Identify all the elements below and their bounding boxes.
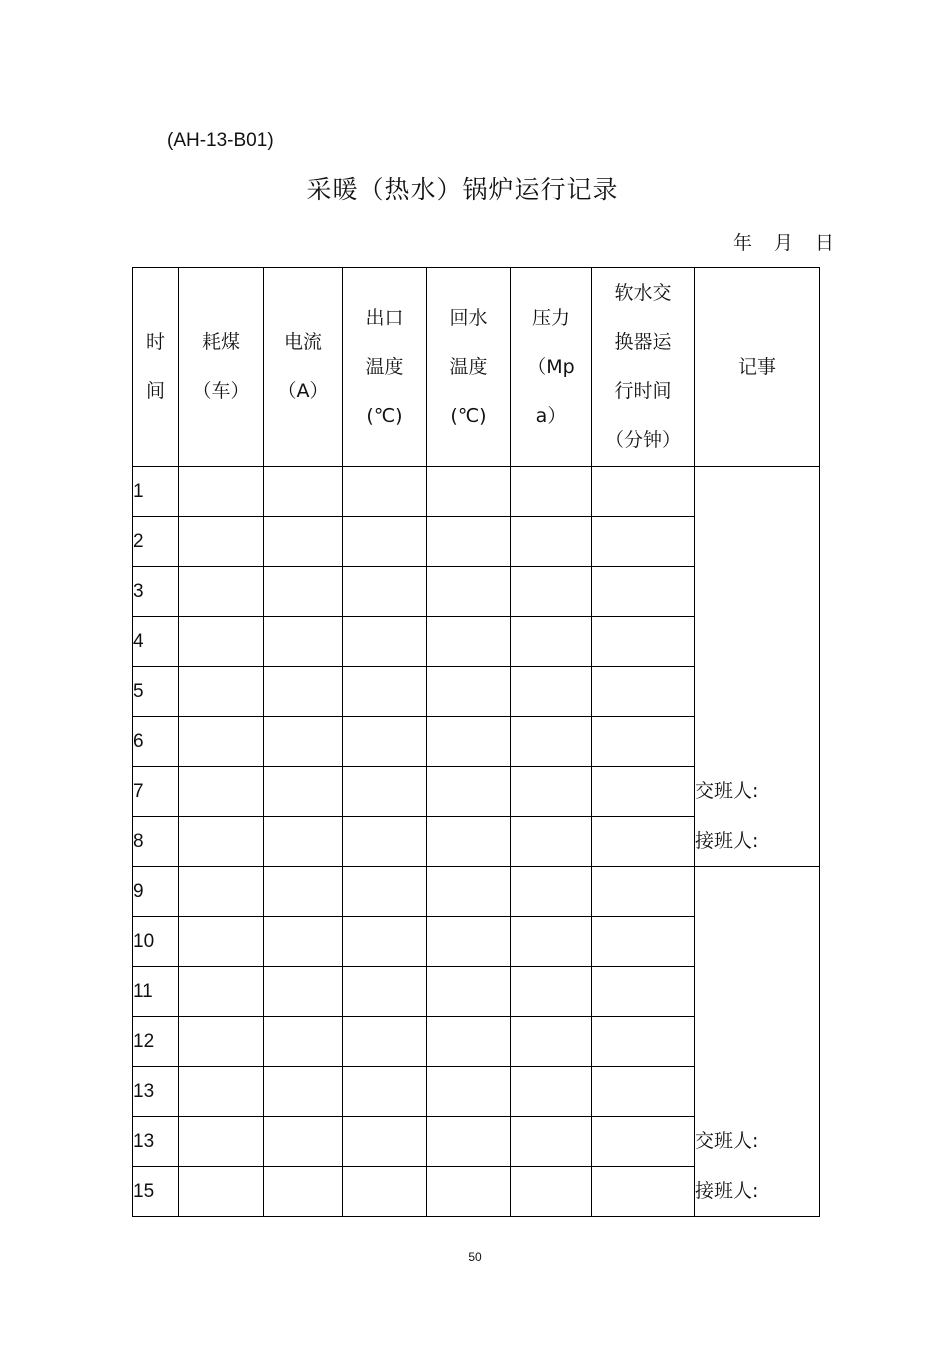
date-year-label: 年 (732, 232, 752, 254)
entry-cell-softener[interactable] (592, 1117, 695, 1167)
entry-cell-return_temp[interactable] (427, 517, 511, 567)
column-header-pressure (511, 268, 592, 467)
entry-cell-pressure[interactable] (511, 767, 592, 817)
entry-cell-return_temp[interactable] (427, 1167, 511, 1217)
column-header-line: (℃) (450, 404, 487, 427)
notes-cell[interactable] (695, 867, 820, 1217)
row-number: 3 (133, 567, 179, 617)
table-row (133, 867, 820, 917)
column-header-line: 软水交 (614, 282, 672, 304)
entry-cell-pressure[interactable] (511, 817, 592, 867)
entry-cell-outlet_temp[interactable] (343, 967, 427, 1017)
entry-cell-coal[interactable] (179, 667, 264, 717)
column-header-line: 电流 (283, 331, 322, 353)
handover-label: 交班人: (695, 780, 759, 802)
handover-label: 交班人: (695, 1130, 759, 1152)
date-month-label: 月 (773, 232, 793, 254)
entry-cell-softener[interactable] (592, 817, 695, 867)
entry-cell-current[interactable] (264, 1067, 343, 1117)
entry-cell-outlet_temp[interactable] (343, 617, 427, 667)
table-header-row (133, 268, 820, 467)
entry-cell-return_temp[interactable] (427, 967, 511, 1017)
entry-cell-outlet_temp[interactable] (343, 1017, 427, 1067)
entry-cell-outlet_temp[interactable] (343, 467, 427, 517)
column-header-line: 压力 (531, 306, 570, 329)
entry-cell-current[interactable] (264, 567, 343, 617)
entry-cell-outlet_temp[interactable] (343, 667, 427, 717)
entry-cell-current[interactable] (264, 1017, 343, 1067)
column-header-coal (179, 268, 264, 467)
entry-cell-softener[interactable] (592, 1167, 695, 1217)
entry-cell-current[interactable] (264, 917, 343, 967)
entry-cell-return_temp[interactable] (427, 867, 511, 917)
entry-cell-return_temp[interactable] (427, 1117, 511, 1167)
entry-cell-coal[interactable] (179, 967, 264, 1017)
entry-cell-return_temp[interactable] (427, 467, 511, 517)
shift-signoff (695, 766, 819, 866)
entry-cell-outlet_temp[interactable] (343, 567, 427, 617)
entry-cell-outlet_temp[interactable] (343, 1067, 427, 1117)
date-day-label: 日 (814, 232, 834, 254)
entry-cell-coal[interactable] (179, 1117, 264, 1167)
notes-cell[interactable] (695, 467, 820, 867)
column-header-notes (695, 268, 820, 467)
entry-cell-softener[interactable] (592, 917, 695, 967)
entry-cell-return_temp[interactable] (427, 1067, 511, 1117)
entry-cell-pressure[interactable] (511, 867, 592, 917)
entry-cell-pressure[interactable] (511, 1017, 592, 1067)
entry-cell-coal[interactable] (179, 567, 264, 617)
column-header-line: （Mp (527, 355, 575, 378)
entry-cell-outlet_temp[interactable] (343, 817, 427, 867)
entry-cell-pressure[interactable] (511, 467, 592, 517)
entry-cell-pressure[interactable] (511, 717, 592, 767)
column-header-line: 温度 (449, 355, 488, 378)
entry-cell-pressure[interactable] (511, 667, 592, 717)
column-header-line: 出口 (365, 306, 404, 329)
table-row (133, 467, 820, 517)
row-number: 15 (133, 1167, 179, 1217)
table-body (133, 467, 820, 1217)
entry-cell-pressure[interactable] (511, 517, 592, 567)
entry-cell-softener[interactable] (592, 867, 695, 917)
entry-cell-softener[interactable] (592, 967, 695, 1017)
entry-cell-return_temp[interactable] (427, 717, 511, 767)
row-number: 5 (133, 667, 179, 717)
entry-cell-pressure[interactable] (511, 567, 592, 617)
column-header-current (264, 268, 343, 467)
entry-cell-pressure[interactable] (511, 1117, 592, 1167)
entry-cell-outlet_temp[interactable] (343, 1117, 427, 1167)
row-number: 8 (133, 817, 179, 867)
entry-cell-outlet_temp[interactable] (343, 517, 427, 567)
entry-cell-outlet_temp[interactable] (343, 717, 427, 767)
row-number: 12 (133, 1017, 179, 1067)
entry-cell-softener[interactable] (592, 567, 695, 617)
entry-cell-current[interactable] (264, 767, 343, 817)
entry-cell-return_temp[interactable] (427, 1017, 511, 1067)
column-header-line: (℃) (366, 404, 403, 427)
page-title: 采暖（热水）锅炉运行记录 (306, 175, 619, 204)
column-header-line: a） (535, 404, 567, 427)
entry-cell-current[interactable] (264, 617, 343, 667)
column-header-line: 行时间 (614, 380, 672, 402)
entry-cell-outlet_temp[interactable] (343, 917, 427, 967)
entry-cell-current[interactable] (264, 817, 343, 867)
entry-cell-coal[interactable] (179, 1017, 264, 1067)
boiler-log-table (132, 267, 820, 1217)
entry-cell-return_temp[interactable] (427, 917, 511, 967)
entry-cell-current[interactable] (264, 867, 343, 917)
entry-cell-pressure[interactable] (511, 1067, 592, 1117)
entry-cell-coal[interactable] (179, 617, 264, 667)
entry-cell-pressure[interactable] (511, 917, 592, 967)
entry-cell-coal[interactable] (179, 867, 264, 917)
entry-cell-softener[interactable] (592, 517, 695, 567)
row-number: 1 (133, 467, 179, 517)
entry-cell-softener[interactable] (592, 617, 695, 667)
page-number: 50 (468, 1250, 482, 1264)
column-header-line: 时 (145, 331, 165, 353)
entry-cell-coal[interactable] (179, 1167, 264, 1217)
entry-cell-coal[interactable] (179, 817, 264, 867)
shift-signoff (695, 1116, 819, 1216)
entry-cell-current[interactable] (264, 1167, 343, 1217)
entry-cell-return_temp[interactable] (427, 767, 511, 817)
entry-cell-coal[interactable] (179, 717, 264, 767)
entry-cell-softener[interactable] (592, 667, 695, 717)
entry-cell-return_temp[interactable] (427, 667, 511, 717)
column-header-line: 间 (145, 380, 165, 402)
entry-cell-outlet_temp[interactable] (343, 867, 427, 917)
column-header-softener (592, 268, 695, 467)
entry-cell-coal[interactable] (179, 517, 264, 567)
entry-cell-pressure[interactable] (511, 617, 592, 667)
entry-cell-current[interactable] (264, 467, 343, 517)
entry-cell-current[interactable] (264, 667, 343, 717)
entry-cell-current[interactable] (264, 717, 343, 767)
entry-cell-current[interactable] (264, 517, 343, 567)
column-header-line: 耗煤 (201, 331, 240, 353)
entry-cell-current[interactable] (264, 967, 343, 1017)
column-header-time (133, 268, 179, 467)
entry-cell-softener[interactable] (592, 767, 695, 817)
entry-cell-current[interactable] (264, 1117, 343, 1167)
entry-cell-softener[interactable] (592, 467, 695, 517)
takeover-label: 接班人: (695, 1180, 759, 1202)
row-number: 7 (133, 767, 179, 817)
entry-cell-coal[interactable] (179, 1067, 264, 1117)
entry-cell-coal[interactable] (179, 917, 264, 967)
date-line (733, 228, 834, 255)
entry-cell-pressure[interactable] (511, 967, 592, 1017)
entry-cell-softener[interactable] (592, 1067, 695, 1117)
entry-cell-pressure[interactable] (511, 1167, 592, 1217)
column-header-line: （分钟） (604, 429, 681, 451)
row-number: 13 (133, 1067, 179, 1117)
column-header-outlet_temp (343, 268, 427, 467)
entry-cell-outlet_temp[interactable] (343, 1167, 427, 1217)
entry-cell-coal[interactable] (179, 767, 264, 817)
row-number: 4 (133, 617, 179, 667)
row-number: 6 (133, 717, 179, 767)
column-header-line: 回水 (449, 306, 488, 329)
takeover-label: 接班人: (695, 830, 759, 852)
row-number: 13 (133, 1117, 179, 1167)
column-header-line: 换器运 (614, 331, 672, 353)
entry-cell-outlet_temp[interactable] (343, 767, 427, 817)
row-number: 11 (133, 967, 179, 1017)
entry-cell-softener[interactable] (592, 1017, 695, 1067)
entry-cell-coal[interactable] (179, 467, 264, 517)
row-number: 9 (133, 867, 179, 917)
entry-cell-return_temp[interactable] (427, 567, 511, 617)
column-header-line: （A） (277, 380, 329, 402)
row-number: 10 (133, 917, 179, 967)
entry-cell-return_temp[interactable] (427, 617, 511, 667)
entry-cell-return_temp[interactable] (427, 817, 511, 867)
form-code: (AH-13-B01) (167, 130, 274, 151)
column-header-return_temp (427, 268, 511, 467)
column-header-line: 温度 (365, 355, 404, 378)
entry-cell-softener[interactable] (592, 717, 695, 767)
row-number: 2 (133, 517, 179, 567)
column-header-line: （车） (192, 380, 250, 402)
column-header-line: 记事 (737, 355, 776, 378)
